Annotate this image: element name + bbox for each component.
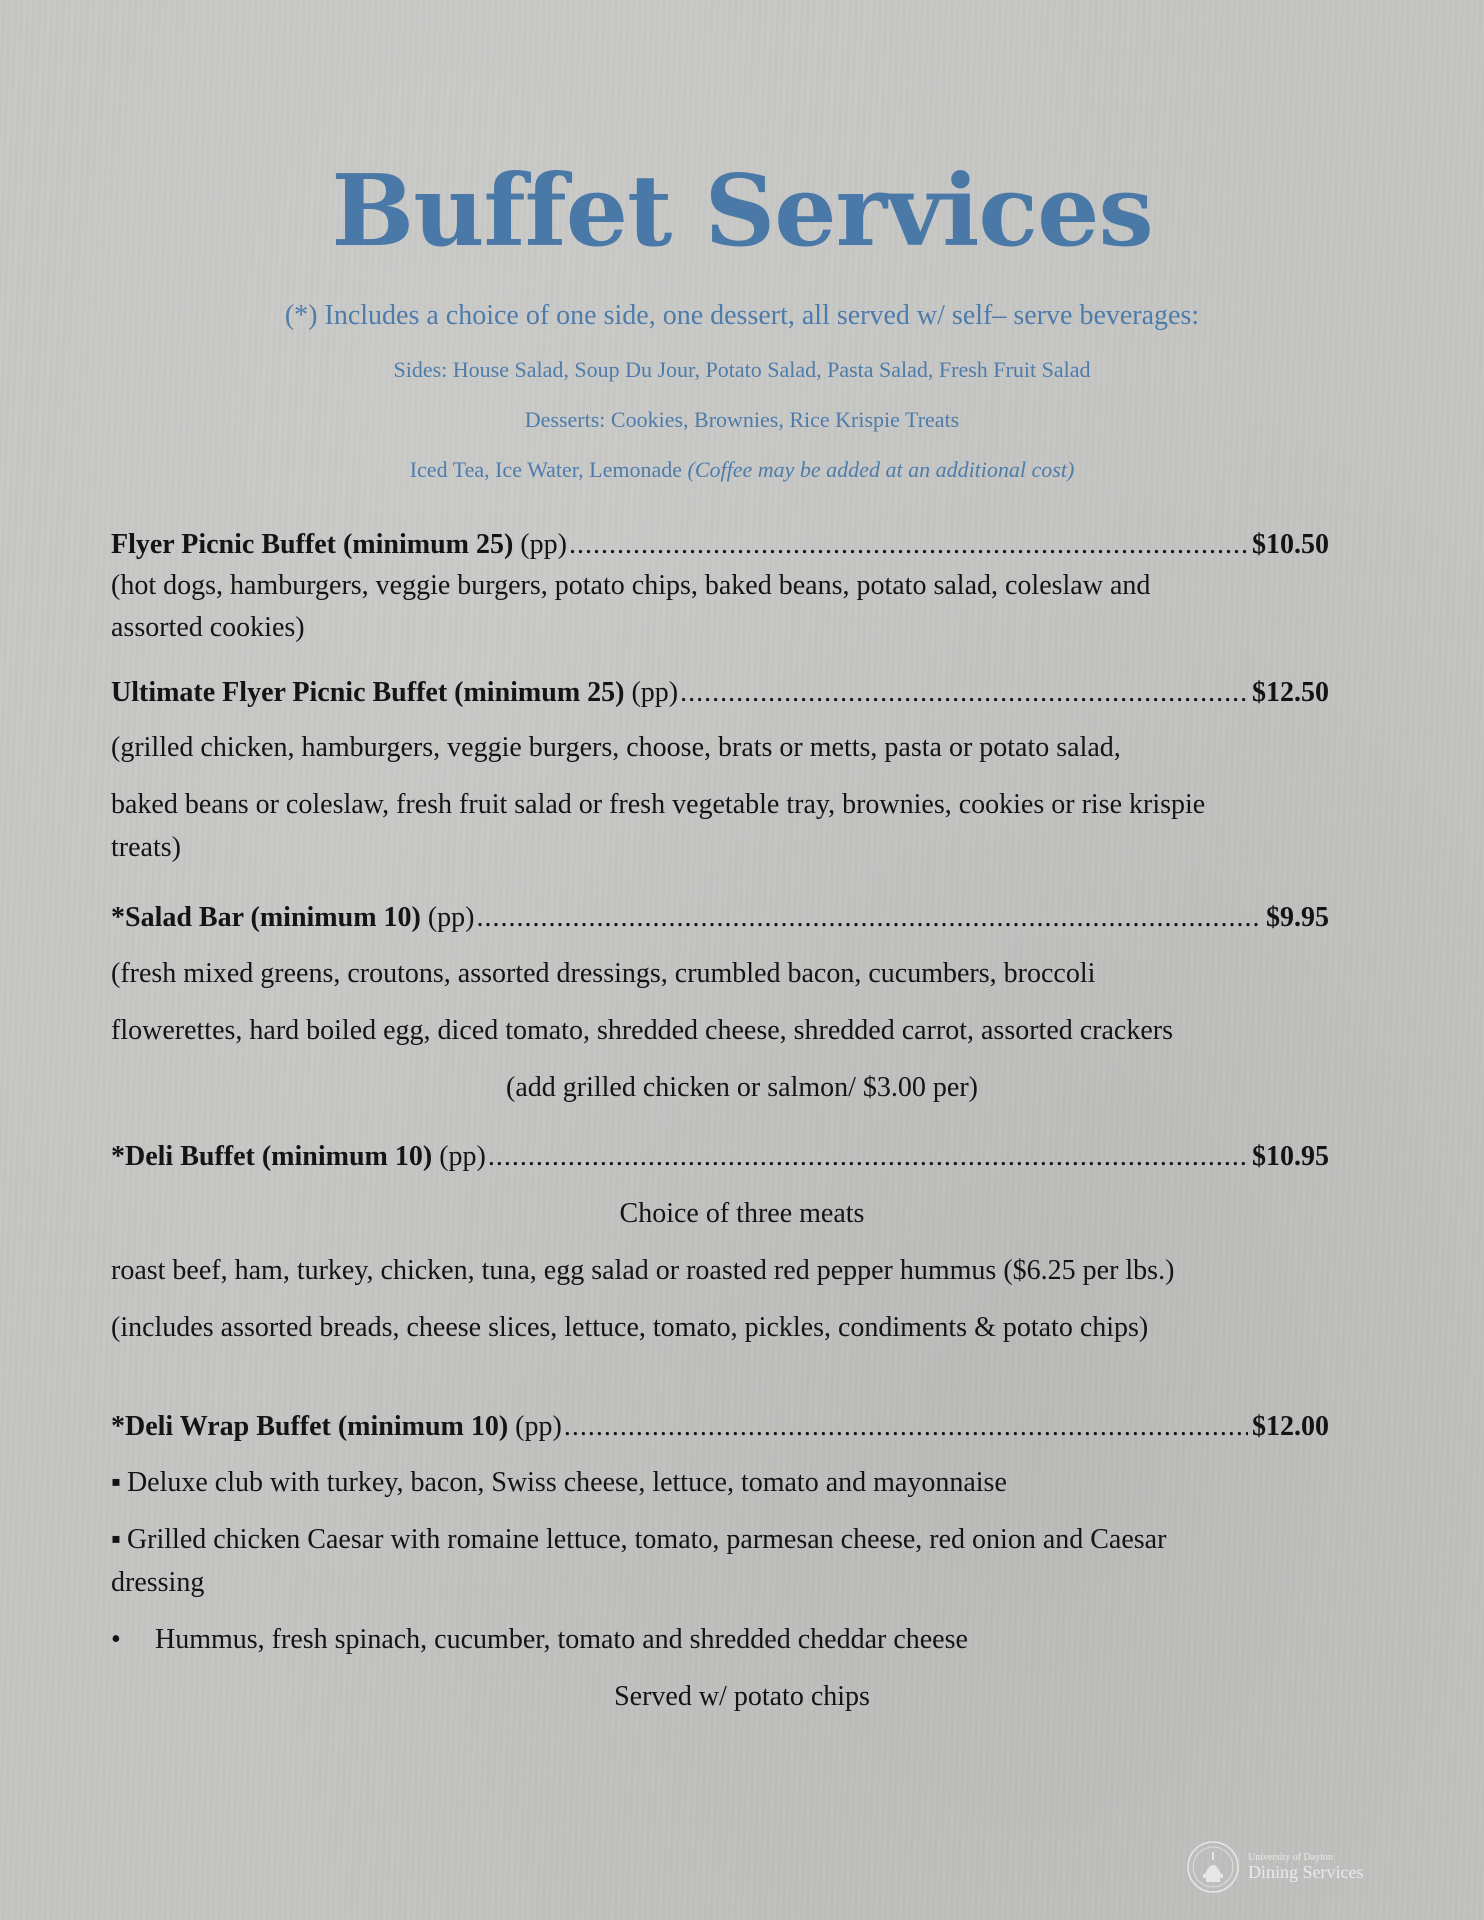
leader-dots [488, 1139, 1248, 1175]
leader-dots [477, 900, 1262, 936]
dome-seal-icon [1186, 1840, 1240, 1894]
intro-sides: Sides: House Salad, Soup Du Jour, Potato Salad, Pasta Salad, Fresh Fruit Salad [393, 357, 1091, 382]
item-unit: (pp) [515, 1411, 562, 1442]
page-title: Buffet Services [331, 154, 1153, 269]
list-item-continuation: dressing [111, 1567, 205, 1598]
logo-university: University of Dayton [1248, 1851, 1333, 1863]
leader-dots [564, 1409, 1248, 1445]
leader-dots [569, 527, 1248, 563]
item-choice: Choice of three meats [619, 1198, 865, 1229]
square-bullet-icon [111, 1467, 127, 1498]
item-name: *Deli Wrap Buffet (minimum 10) [111, 1411, 509, 1442]
list-item: ▪ Deluxe club with turkey, bacon, Swiss cheese, lettuce, tomato and mayonnaise [111, 1462, 1351, 1504]
item-description: baked beans or coleslaw, fresh fruit salad or fresh vegetable tray, brownies, cookies or rise krispie [111, 789, 1206, 820]
beverages-list: Iced Tea, Ice Water, Lemonade [409, 457, 683, 482]
item-name: *Deli Buffet (minimum 10) [111, 1141, 433, 1172]
menu-item-heading [111, 1139, 1329, 1175]
item-meats: roast beef, ham, turkey, chicken, tuna, egg salad or roasted red pepper hummus ($6.25 per lbs.) [111, 1255, 1175, 1286]
intro-beverages [0, 455, 1484, 485]
intro-includes: (*) Includes a choice of one side, one dessert, all served w/ self– serve beverages: [284, 300, 1200, 331]
item-addon: (add grilled chicken or salmon/ $3.00 per) [506, 1072, 978, 1103]
item-description: (fresh mixed greens, croutons, assorted dressings, crumbled bacon, cucumbers, broccoli [111, 958, 1096, 989]
menu-item-heading [111, 527, 1329, 563]
menu-item-heading [111, 675, 1329, 711]
item-price: $12.50 [1252, 677, 1329, 708]
menu-item-heading [111, 900, 1329, 936]
item-description: flowerettes, hard boiled egg, diced tomato, shredded cheese, shredded carrot, assorted crackers [111, 1015, 1174, 1046]
item-name: *Salad Bar (minimum 10) [111, 902, 421, 933]
logo-dining-services: Dining Services [1248, 1861, 1364, 1882]
coffee-note: (Coffee may be added at an additional cost) [687, 457, 1075, 482]
item-price: $12.00 [1252, 1411, 1329, 1442]
item-unit: (pp) [427, 902, 475, 933]
square-bullet-icon [111, 1524, 127, 1555]
item-description: (grilled chicken, hamburgers, veggie burgers, choose, brats or metts, pasta or potato salad, [111, 732, 1121, 763]
item-unit: (pp) [520, 529, 567, 560]
item-includes: (includes assorted breads, cheese slices, lettuce, tomato, pickles, condiments & potato chips) [111, 1312, 1149, 1343]
round-bullet-icon: • [111, 1624, 121, 1655]
item-description: treats) [111, 832, 181, 863]
intro-desserts: Desserts: Cookies, Brownies, Rice Krispie Treats [524, 407, 960, 432]
item-price: $9.95 [1266, 902, 1329, 933]
item-price: $10.95 [1252, 1141, 1329, 1172]
leader-dots [680, 675, 1248, 711]
item-unit: (pp) [439, 1141, 486, 1172]
item-unit: (pp) [631, 677, 679, 708]
list-item: • Hummus, fresh spinach, cucumber, tomato and shredded cheddar cheese [111, 1619, 1351, 1661]
served-note: Served w/ potato chips [614, 1681, 870, 1712]
item-name: Flyer Picnic Buffet (minimum 25) [111, 529, 514, 560]
item-name: Ultimate Flyer Picnic Buffet (minimum 25) [111, 677, 625, 708]
list-item: ▪ Grilled chicken Caesar with romaine lettuce, tomato, parmesan cheese, red onion and Caesar [111, 1519, 1351, 1561]
item-description: assorted cookies) [111, 612, 305, 643]
item-description: (hot dogs, hamburgers, veggie burgers, potato chips, baked beans, potato salad, coleslaw and [111, 570, 1151, 601]
menu-item-heading [111, 1409, 1329, 1445]
dining-services-logo [1186, 1840, 1363, 1894]
item-price: $10.50 [1252, 529, 1329, 560]
